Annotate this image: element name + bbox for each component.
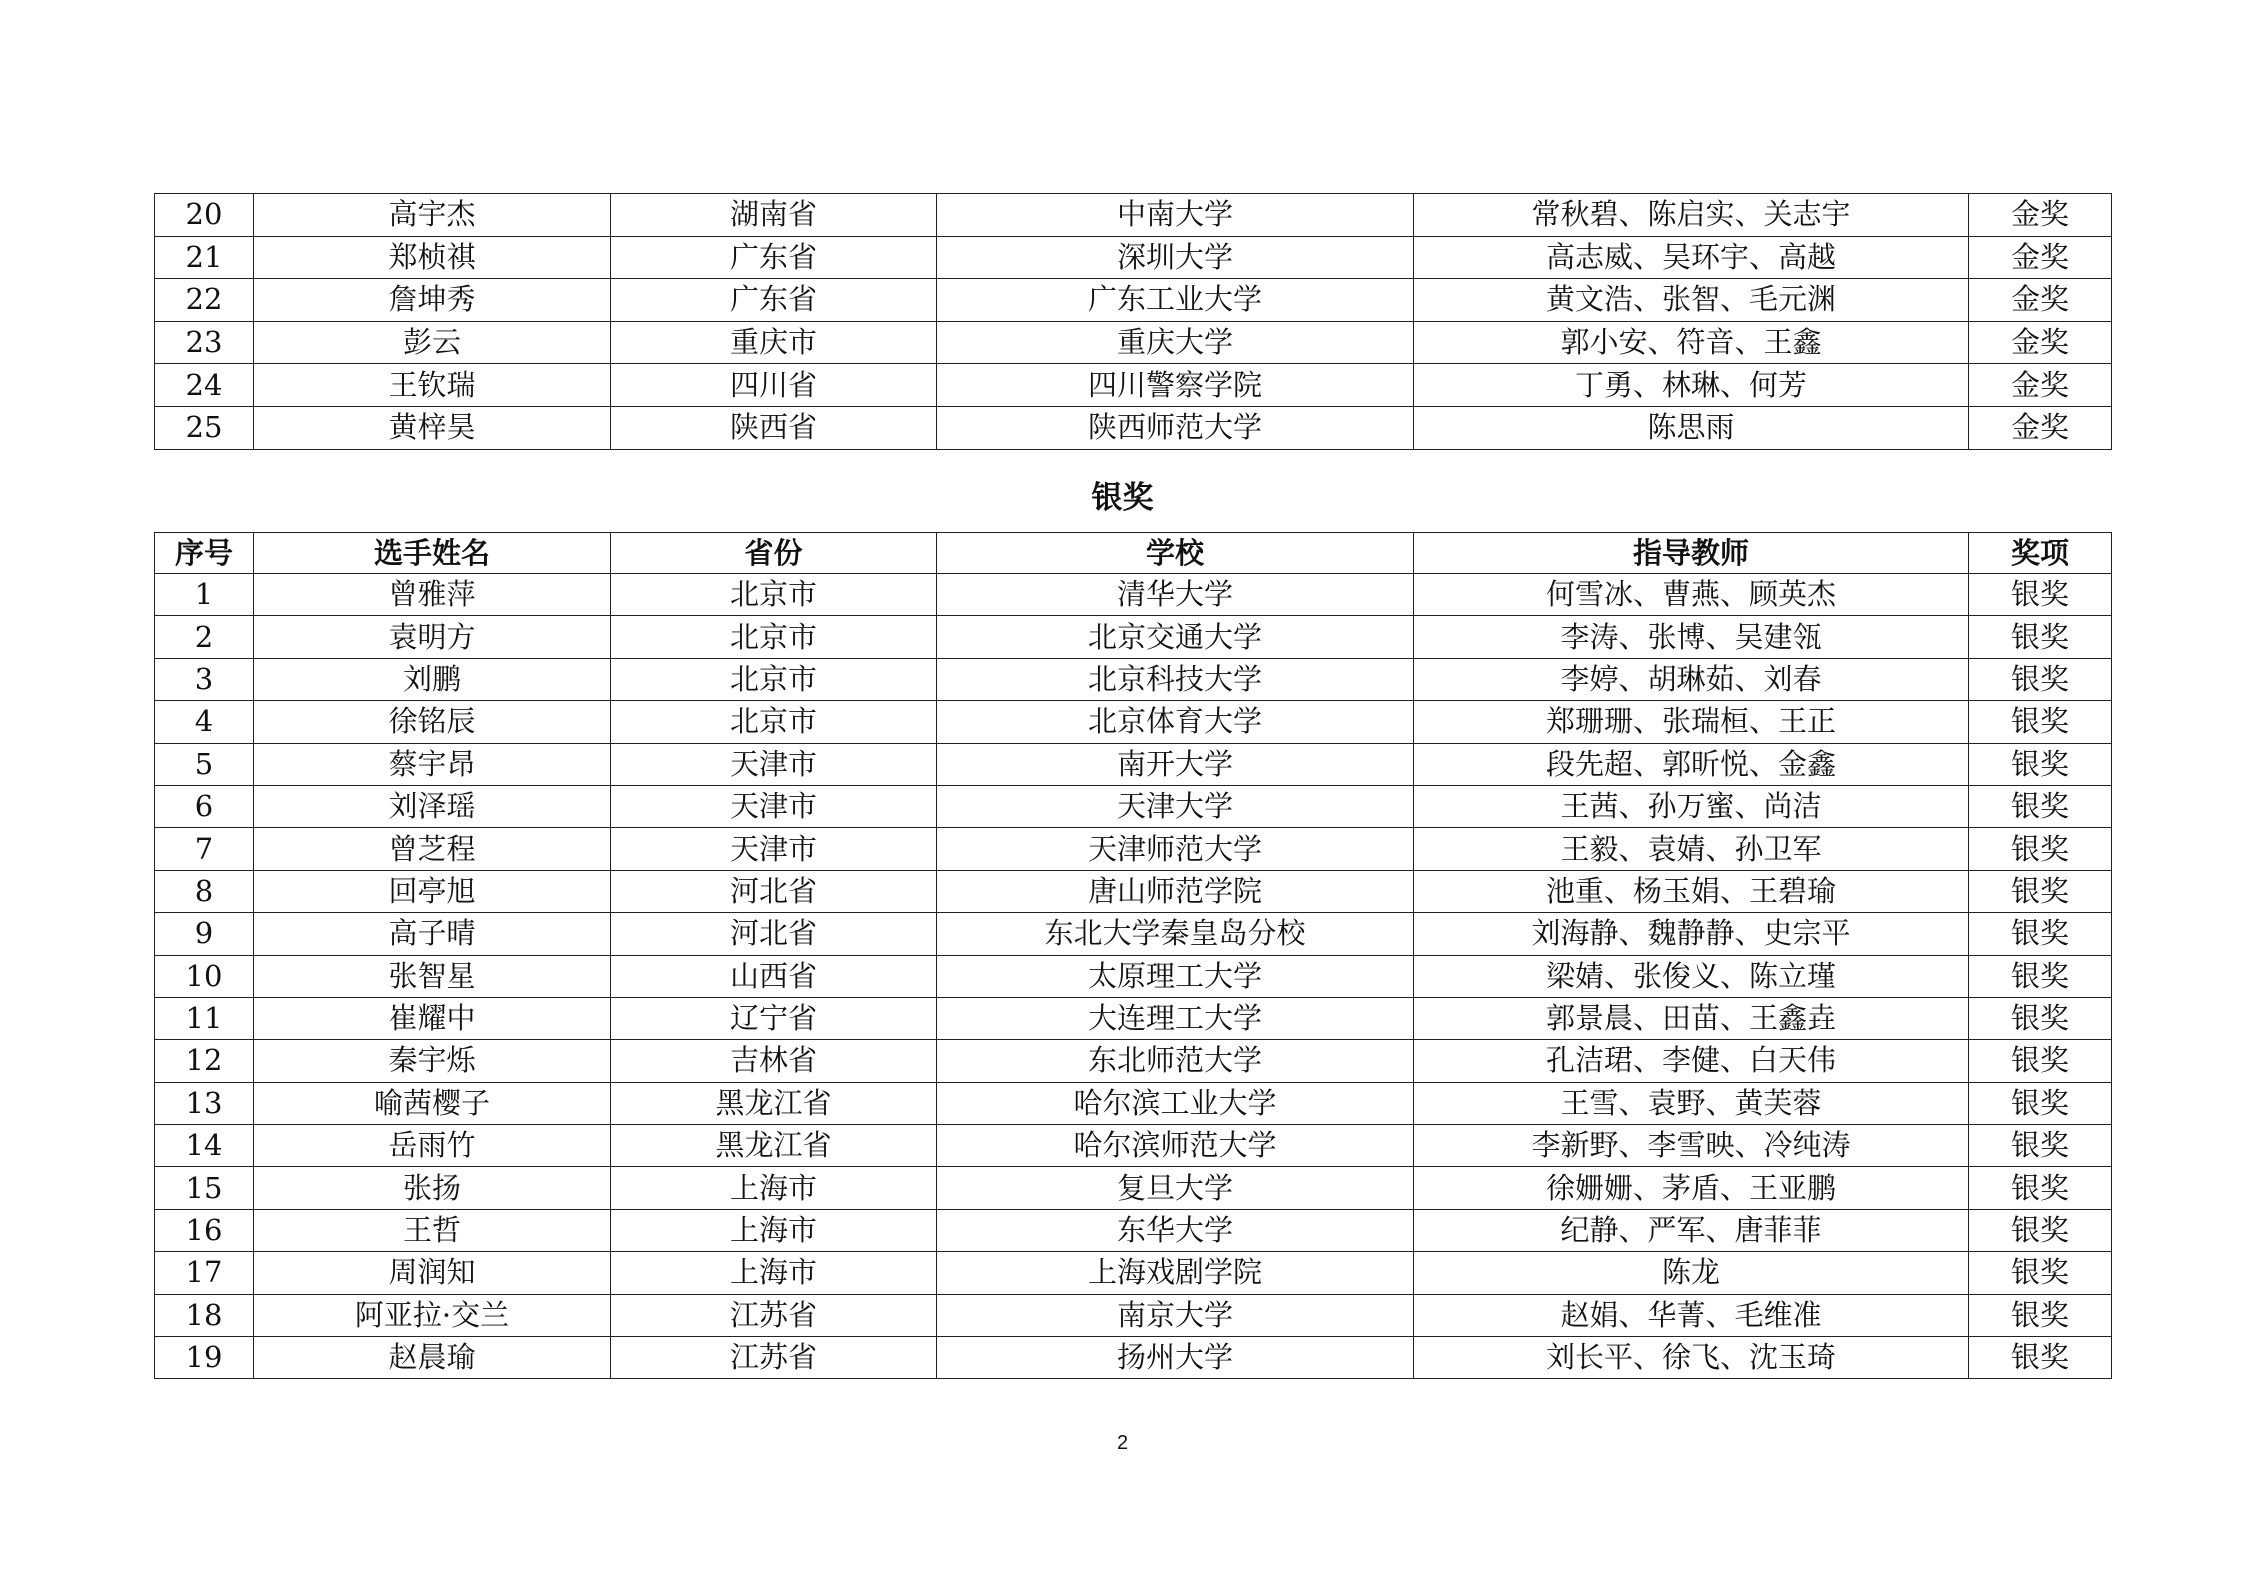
cell-province: 天津市 <box>611 743 937 785</box>
cell-province: 上海市 <box>611 1167 937 1209</box>
cell-award: 银奖 <box>1969 701 2112 743</box>
cell-advisors: 王雪、袁野、黄芙蓉 <box>1414 1082 1969 1124</box>
cell-advisors: 郑珊珊、张瑞桓、王正 <box>1414 701 1969 743</box>
cell-contestant-name: 赵晨瑜 <box>254 1337 611 1379</box>
cell-index: 8 <box>155 870 254 912</box>
cell-index: 11 <box>155 997 254 1039</box>
cell-school: 南京大学 <box>937 1294 1414 1336</box>
cell-contestant-name: 回亭旭 <box>254 870 611 912</box>
cell-province: 河北省 <box>611 870 937 912</box>
cell-province: 四川省 <box>611 364 937 407</box>
cell-advisors: 王茜、孙万蜜、尚洁 <box>1414 785 1969 827</box>
cell-advisors: 陈龙 <box>1414 1252 1969 1294</box>
cell-school: 中南大学 <box>937 194 1414 237</box>
table-row <box>155 955 2112 997</box>
cell-contestant-name: 王哲 <box>254 1209 611 1251</box>
cell-index: 20 <box>155 194 254 237</box>
cell-advisors: 纪静、严军、唐菲菲 <box>1414 1209 1969 1251</box>
table-row <box>155 701 2112 743</box>
header-province: 省份 <box>611 533 937 574</box>
cell-contestant-name: 阿亚拉·交兰 <box>254 1294 611 1336</box>
cell-contestant-name: 袁明方 <box>254 616 611 658</box>
cell-award: 金奖 <box>1969 279 2112 322</box>
cell-province: 天津市 <box>611 828 937 870</box>
cell-school: 东华大学 <box>937 1209 1414 1251</box>
cell-index: 5 <box>155 743 254 785</box>
cell-award: 金奖 <box>1969 321 2112 364</box>
cell-advisors: 赵娟、华菁、毛维准 <box>1414 1294 1969 1336</box>
table-row <box>155 1337 2112 1379</box>
cell-contestant-name: 徐铭辰 <box>254 701 611 743</box>
cell-advisors: 丁勇、林琳、何芳 <box>1414 364 1969 407</box>
cell-province: 重庆市 <box>611 321 937 364</box>
cell-contestant-name: 张智星 <box>254 955 611 997</box>
cell-province: 江苏省 <box>611 1294 937 1336</box>
cell-province: 北京市 <box>611 701 937 743</box>
cell-index: 25 <box>155 406 254 449</box>
cell-province: 黑龙江省 <box>611 1125 937 1167</box>
table-row <box>155 364 2112 407</box>
cell-school: 扬州大学 <box>937 1337 1414 1379</box>
cell-award: 银奖 <box>1969 1040 2112 1082</box>
table-row <box>155 616 2112 658</box>
cell-advisors: 陈思雨 <box>1414 406 1969 449</box>
cell-award: 银奖 <box>1969 1125 2112 1167</box>
cell-index: 22 <box>155 279 254 322</box>
cell-award: 银奖 <box>1969 1209 2112 1251</box>
cell-award: 银奖 <box>1969 1082 2112 1124</box>
cell-advisors: 高志威、吴环宇、高越 <box>1414 236 1969 279</box>
cell-school: 深圳大学 <box>937 236 1414 279</box>
cell-advisors: 刘长平、徐飞、沈玉琦 <box>1414 1337 1969 1379</box>
table-row <box>155 1167 2112 1209</box>
cell-award: 银奖 <box>1969 785 2112 827</box>
cell-school: 北京科技大学 <box>937 658 1414 700</box>
cell-advisors: 郭景晨、田苗、王鑫垚 <box>1414 997 1969 1039</box>
table-row <box>155 1082 2112 1124</box>
cell-award: 银奖 <box>1969 574 2112 616</box>
cell-school: 四川警察学院 <box>937 364 1414 407</box>
cell-contestant-name: 高宇杰 <box>254 194 611 237</box>
cell-award: 银奖 <box>1969 743 2112 785</box>
cell-index: 9 <box>155 913 254 955</box>
cell-award: 金奖 <box>1969 236 2112 279</box>
cell-advisors: 王毅、袁婧、孙卫军 <box>1414 828 1969 870</box>
cell-advisors: 李新野、李雪映、冷纯涛 <box>1414 1125 1969 1167</box>
cell-award: 金奖 <box>1969 406 2112 449</box>
cell-school: 重庆大学 <box>937 321 1414 364</box>
table-row <box>155 1294 2112 1336</box>
table-row <box>155 574 2112 616</box>
cell-award: 银奖 <box>1969 1337 2112 1379</box>
cell-province: 黑龙江省 <box>611 1082 937 1124</box>
cell-province: 河北省 <box>611 913 937 955</box>
cell-index: 19 <box>155 1337 254 1379</box>
cell-contestant-name: 彭云 <box>254 321 611 364</box>
cell-province: 湖南省 <box>611 194 937 237</box>
cell-award: 银奖 <box>1969 955 2112 997</box>
cell-award: 银奖 <box>1969 870 2112 912</box>
cell-index: 21 <box>155 236 254 279</box>
cell-province: 上海市 <box>611 1252 937 1294</box>
cell-advisors: 梁婧、张俊义、陈立瑾 <box>1414 955 1969 997</box>
header-school: 学校 <box>937 533 1414 574</box>
cell-index: 7 <box>155 828 254 870</box>
cell-school: 清华大学 <box>937 574 1414 616</box>
table-header-row <box>155 533 2112 574</box>
cell-contestant-name: 刘泽瑶 <box>254 785 611 827</box>
cell-award: 银奖 <box>1969 828 2112 870</box>
cell-contestant-name: 黄梓昊 <box>254 406 611 449</box>
table-row <box>155 321 2112 364</box>
cell-province: 上海市 <box>611 1209 937 1251</box>
silver-award-table <box>154 532 2112 1379</box>
cell-award: 银奖 <box>1969 913 2112 955</box>
cell-award: 金奖 <box>1969 194 2112 237</box>
cell-province: 江苏省 <box>611 1337 937 1379</box>
cell-province: 广东省 <box>611 279 937 322</box>
cell-index: 17 <box>155 1252 254 1294</box>
cell-index: 2 <box>155 616 254 658</box>
cell-contestant-name: 刘鹏 <box>254 658 611 700</box>
cell-advisors: 常秋碧、陈启实、关志宇 <box>1414 194 1969 237</box>
cell-index: 3 <box>155 658 254 700</box>
cell-contestant-name: 喻茜樱子 <box>254 1082 611 1124</box>
cell-contestant-name: 秦宇烁 <box>254 1040 611 1082</box>
table-row <box>155 194 2112 237</box>
cell-advisors: 郭小安、符音、王鑫 <box>1414 321 1969 364</box>
table-row <box>155 1125 2112 1167</box>
cell-contestant-name: 周润知 <box>254 1252 611 1294</box>
cell-school: 哈尔滨工业大学 <box>937 1082 1414 1124</box>
cell-advisors: 段先超、郭昕悦、金鑫 <box>1414 743 1969 785</box>
cell-index: 15 <box>155 1167 254 1209</box>
cell-school: 北京体育大学 <box>937 701 1414 743</box>
cell-province: 北京市 <box>611 658 937 700</box>
table-row <box>155 1252 2112 1294</box>
cell-award: 银奖 <box>1969 1252 2112 1294</box>
cell-province: 广东省 <box>611 236 937 279</box>
cell-school: 北京交通大学 <box>937 616 1414 658</box>
table-row <box>155 828 2112 870</box>
cell-index: 13 <box>155 1082 254 1124</box>
header-advisors: 指导教师 <box>1414 533 1969 574</box>
cell-province: 山西省 <box>611 955 937 997</box>
cell-contestant-name: 曾芝程 <box>254 828 611 870</box>
cell-contestant-name: 曾雅萍 <box>254 574 611 616</box>
table-row <box>155 870 2112 912</box>
cell-index: 10 <box>155 955 254 997</box>
table-row <box>155 658 2112 700</box>
cell-province: 北京市 <box>611 616 937 658</box>
gold-award-table-continued <box>154 193 2112 450</box>
cell-school: 哈尔滨师范大学 <box>937 1125 1414 1167</box>
gold-table-body <box>155 194 2112 450</box>
table-row <box>155 913 2112 955</box>
cell-index: 24 <box>155 364 254 407</box>
cell-advisors: 李涛、张博、吴建瓴 <box>1414 616 1969 658</box>
cell-advisors: 刘海静、魏静静、史宗平 <box>1414 913 1969 955</box>
silver-award-heading: 银奖 <box>1091 480 1154 516</box>
table-row <box>155 997 2112 1039</box>
cell-advisors: 李婷、胡琳茹、刘春 <box>1414 658 1969 700</box>
table-row <box>155 785 2112 827</box>
table-row <box>155 236 2112 279</box>
table-row <box>155 1040 2112 1082</box>
cell-school: 天津师范大学 <box>937 828 1414 870</box>
cell-contestant-name: 詹坤秀 <box>254 279 611 322</box>
cell-school: 天津大学 <box>937 785 1414 827</box>
cell-index: 14 <box>155 1125 254 1167</box>
cell-advisors: 孔洁珺、李健、白天伟 <box>1414 1040 1969 1082</box>
cell-contestant-name: 蔡宇昂 <box>254 743 611 785</box>
cell-index: 6 <box>155 785 254 827</box>
cell-index: 23 <box>155 321 254 364</box>
cell-index: 1 <box>155 574 254 616</box>
table-row <box>155 279 2112 322</box>
table-row <box>155 1209 2112 1251</box>
cell-school: 陕西师范大学 <box>937 406 1414 449</box>
page-number: 2 <box>1116 1432 1129 1454</box>
header-award: 奖项 <box>1969 533 2112 574</box>
cell-award: 银奖 <box>1969 997 2112 1039</box>
cell-province: 吉林省 <box>611 1040 937 1082</box>
cell-school: 大连理工大学 <box>937 997 1414 1039</box>
cell-contestant-name: 崔耀中 <box>254 997 611 1039</box>
cell-index: 12 <box>155 1040 254 1082</box>
cell-award: 银奖 <box>1969 1294 2112 1336</box>
cell-advisors: 徐姗姗、茅盾、王亚鹏 <box>1414 1167 1969 1209</box>
cell-province: 天津市 <box>611 785 937 827</box>
cell-school: 太原理工大学 <box>937 955 1414 997</box>
cell-advisors: 何雪冰、曹燕、顾英杰 <box>1414 574 1969 616</box>
header-index: 序号 <box>155 533 254 574</box>
cell-advisors: 池重、杨玉娟、王碧瑜 <box>1414 870 1969 912</box>
cell-province: 辽宁省 <box>611 997 937 1039</box>
cell-index: 16 <box>155 1209 254 1251</box>
cell-contestant-name: 张扬 <box>254 1167 611 1209</box>
table-row <box>155 743 2112 785</box>
cell-award: 银奖 <box>1969 1167 2112 1209</box>
cell-award: 银奖 <box>1969 658 2112 700</box>
cell-school: 唐山师范学院 <box>937 870 1414 912</box>
cell-school: 广东工业大学 <box>937 279 1414 322</box>
cell-award: 金奖 <box>1969 364 2112 407</box>
table-row <box>155 406 2112 449</box>
cell-school: 东北大学秦皇岛分校 <box>937 913 1414 955</box>
cell-school: 南开大学 <box>937 743 1414 785</box>
cell-province: 陕西省 <box>611 406 937 449</box>
cell-contestant-name: 岳雨竹 <box>254 1125 611 1167</box>
cell-province: 北京市 <box>611 574 937 616</box>
silver-table-body <box>155 574 2112 1379</box>
cell-advisors: 黄文浩、张智、毛元渊 <box>1414 279 1969 322</box>
cell-contestant-name: 高子晴 <box>254 913 611 955</box>
cell-school: 东北师范大学 <box>937 1040 1414 1082</box>
cell-index: 18 <box>155 1294 254 1336</box>
header-contestant-name: 选手姓名 <box>254 533 611 574</box>
cell-contestant-name: 郑桢祺 <box>254 236 611 279</box>
cell-index: 4 <box>155 701 254 743</box>
cell-contestant-name: 王钦瑞 <box>254 364 611 407</box>
cell-school: 复旦大学 <box>937 1167 1414 1209</box>
cell-award: 银奖 <box>1969 616 2112 658</box>
cell-school: 上海戏剧学院 <box>937 1252 1414 1294</box>
